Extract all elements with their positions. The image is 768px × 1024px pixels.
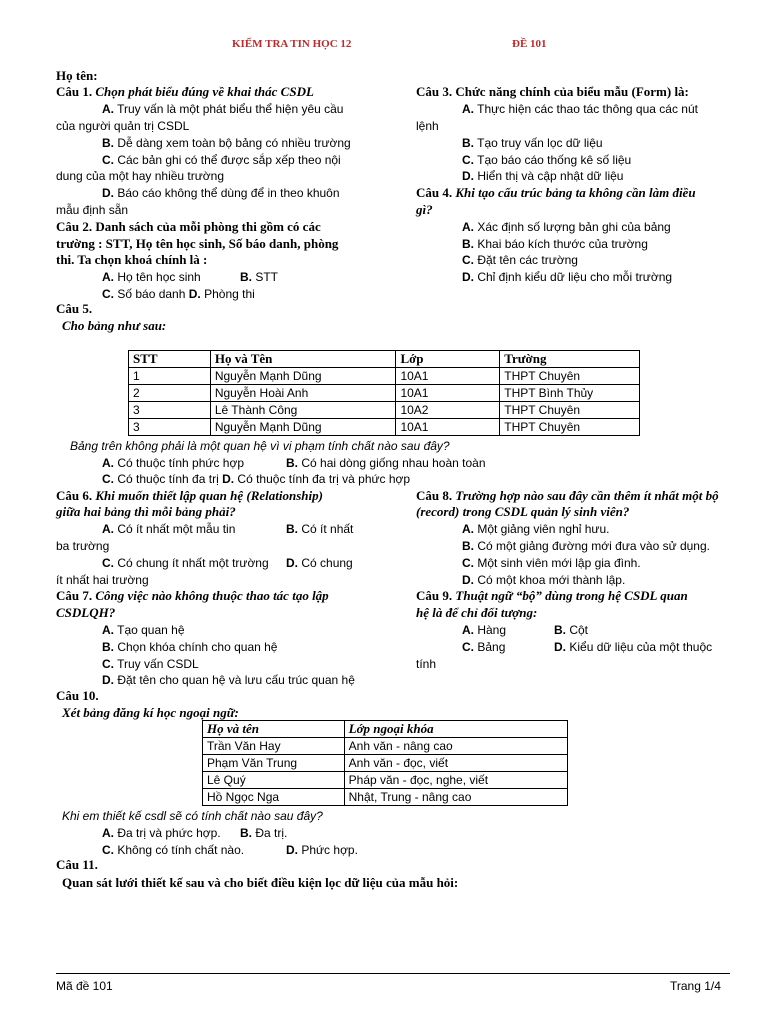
table-cell: 3 [129, 402, 211, 419]
q8-option-c: C. Một sinh viên mới lập gia đình. [462, 556, 641, 570]
table-header-row [129, 351, 640, 368]
footer-exam-code: Mã đề 101 [56, 979, 113, 993]
q1-option-c-cont: dung của một hay nhiều trường [56, 169, 225, 183]
question-8-stem-2: (record) trong CSDL quản lý sinh viên? [416, 504, 630, 519]
q5-option-c-d: C. Có thuộc tính đa trị D. Có thuộc tính đa trị và phức hợp [102, 472, 411, 486]
q5-option-b: B. Có hai dòng giống nhau hoàn toàn [286, 456, 486, 470]
question-9-title: Câu 9. Thuật ngữ “bộ” dùng trong hệ CSDL quan [416, 588, 688, 603]
table-cell: 10A1 [396, 419, 500, 436]
q2-option-a: A. Họ tên học sinh [102, 270, 201, 284]
table-row [203, 789, 568, 806]
table-row [203, 755, 568, 772]
q3-option-a: A. Thực hiện các thao tác thông qua các nút [462, 102, 698, 116]
table-cell: THPT Chuyên [500, 419, 640, 436]
table-cell: Pháp văn - đọc, nghe, viết [344, 772, 567, 789]
q1-option-b: B. Dễ dàng xem toàn bộ bảng có nhiều trường [102, 136, 351, 150]
table-cell: 10A1 [396, 385, 500, 402]
q6-option-b-cont: ba trường [56, 539, 110, 553]
q4-option-d: D. Chỉ định kiểu dữ liệu cho mỗi trường [462, 270, 673, 284]
q9-option-b: B. Cột [554, 623, 589, 637]
q6-option-c: C. Có chung ít nhất một trường [102, 556, 269, 570]
q4-option-b: B. Khai báo kích thước của trường [462, 237, 648, 251]
name-label: Họ tên: [56, 68, 98, 83]
question-2-stem-2: trường : STT, Họ tên học sinh, Số báo danh, phòng [56, 236, 339, 251]
question-8-title: Câu 8. Trường hợp nào sau đây cần thêm ít nhất một bộ [416, 488, 719, 503]
q3-option-c: C. Tạo báo cáo thống kê số liệu [462, 153, 632, 167]
q9-option-d-cont: tính [416, 657, 437, 671]
question-3-title: Câu 3. Chức năng chính của biểu mẫu (Form) là: [416, 84, 689, 99]
table-cell: Anh văn - đọc, viết [344, 755, 567, 772]
question-7-stem-2: CSDLQH? [56, 605, 116, 620]
table-row [129, 385, 640, 402]
table-header-row [203, 721, 568, 738]
table-cell: 10A1 [396, 368, 500, 385]
q1-option-d: D. Báo cáo không thể dùng để in theo khuôn [102, 186, 340, 200]
q3-option-a-cont: lệnh [416, 119, 439, 133]
q9-option-d: D. Kiểu dữ liệu của một thuộc [554, 640, 713, 654]
table-row [129, 419, 640, 436]
footer-page-number: Trang 1/4 [670, 979, 721, 993]
q4-option-a: A. Xác định số lượng bản ghi của bảng [462, 220, 671, 234]
q6-option-d: D. Có chung [286, 556, 353, 570]
table-cell: THPT Chuyên [500, 402, 640, 419]
table-cell: Hồ Ngọc Nga [203, 789, 345, 806]
q7-option-d: D. Đặt tên cho quan hệ và lưu cấu trúc quan hệ [102, 673, 355, 687]
question-1-title: Câu 1. Chọn phát biểu đúng về khai thác CSDL [56, 84, 314, 99]
table-header-cell: Lớp ngoại khóa [344, 721, 567, 738]
table-cell: 2 [129, 385, 211, 402]
q3-option-d: D. Hiển thị và cập nhật dữ liệu [462, 169, 624, 183]
question-7-title: Câu 7. Công việc nào không thuộc thao tác tạo lập [56, 588, 329, 603]
table-cell: 10A2 [396, 402, 500, 419]
question-4-stem-2: gì? [416, 202, 433, 217]
q9-option-c: C. Bảng [462, 640, 506, 654]
table-row [129, 368, 640, 385]
q6-option-a: A. Có ít nhất một mẫu tin [102, 522, 236, 536]
question-4-title: Câu 4. Khi tạo cấu trúc bảng ta không cần làm điều [416, 185, 696, 200]
q2-option-c-d: C. Số báo danh D. Phòng thi [102, 287, 255, 301]
table-cell: THPT Bình Thủy [500, 385, 640, 402]
q10-option-c: C. Không có tính chất nào. [102, 843, 245, 857]
table-cell: Lê Quý [203, 772, 345, 789]
table-row [203, 738, 568, 755]
footer-divider [56, 973, 730, 974]
q8-option-b: B. Có một giảng đường mới đưa vào sử dụng. [462, 539, 710, 553]
table-cell: THPT Chuyên [500, 368, 640, 385]
table-cell: Lê Thành Công [210, 402, 396, 419]
q10-option-a: A. Đa trị và phức hợp. [102, 826, 221, 840]
table-row [203, 772, 568, 789]
table-cell: Nguyễn Mạnh Dũng [210, 368, 396, 385]
table-cell: Anh văn - nâng cao [344, 738, 567, 755]
table-cell: 3 [129, 419, 211, 436]
q8-option-d: D. Có một khoa mới thành lập. [462, 573, 626, 587]
table-header-cell: Họ và Tên [210, 351, 396, 368]
question-11-title: Câu 11. [56, 857, 98, 872]
question-10-question: Khi em thiết kế csdl sẽ có tính chất nào sau đây? [62, 809, 323, 823]
q5-option-a: A. Có thuộc tính phức hợp [102, 456, 244, 470]
question-11-stem: Quan sát lưới thiết kế sau và cho biết điều kiện lọc dữ liệu của mẫu hỏi: [62, 875, 459, 890]
question-5-question: Bảng trên không phải là một quan hệ vì vi phạm tính chất nào sau đây? [70, 439, 450, 453]
q4-option-c: C. Đặt tên các trường [462, 253, 578, 267]
table-row [129, 402, 640, 419]
question-6-title: Câu 6. Khi muốn thiết lập quan hệ (Relationship) [56, 488, 323, 503]
table-cell: Nguyễn Mạnh Dũng [210, 419, 396, 436]
q1-option-a-cont: của người quản trị CSDL [56, 119, 190, 133]
q7-option-c: C. Truy vấn CSDL [102, 657, 199, 671]
table-cell: Nguyễn Hoài Anh [210, 385, 396, 402]
q1-option-c: C. Các bản ghi có thể được sắp xếp theo nội [102, 153, 341, 167]
question-10-intro: Xét bảng đăng kí học ngoại ngữ: [62, 705, 239, 720]
question-9-stem-2: hệ là để chỉ đối tượng: [416, 605, 538, 620]
q1-option-a: A. Truy vấn là một phát biểu thể hiện yêu cầu [102, 102, 344, 116]
q7-option-b: B. Chọn khóa chính cho quan hệ [102, 640, 278, 654]
table-cell: Trần Văn Hay [203, 738, 345, 755]
q6-option-b: B. Có ít nhất [286, 522, 354, 536]
language-class-table [202, 720, 568, 806]
question-5-intro: Cho bảng như sau: [62, 318, 167, 333]
student-table [128, 350, 640, 436]
q3-option-b: B. Tạo truy vấn lọc dữ liệu [462, 136, 603, 150]
q2-option-b: B. STT [240, 270, 279, 284]
table-cell: Nhật, Trung - nâng cao [344, 789, 567, 806]
question-5-title: Câu 5. [56, 301, 93, 316]
table-cell: 1 [129, 368, 211, 385]
q9-option-a: A. Hàng [462, 623, 507, 637]
q10-option-d: D. Phức hợp. [286, 843, 358, 857]
table-header-cell: STT [129, 351, 211, 368]
table-cell: Phạm Văn Trung [203, 755, 345, 772]
question-6-stem-2: giữa hai bảng thì mỗi bảng phải? [56, 504, 236, 519]
q1-option-d-cont: mẫu định sẵn [56, 203, 129, 217]
table-header-cell: Lớp [396, 351, 500, 368]
q10-option-b: B. Đa trị. [240, 826, 288, 840]
question-2-stem-3: thi. Ta chọn khoá chính là : [56, 252, 208, 267]
q8-option-a: A. Một giảng viên nghỉ hưu. [462, 522, 610, 536]
exam-title: KIỂM TRA TIN HỌC 12 [232, 38, 352, 50]
question-2-title: Câu 2. Danh sách của mỗi phòng thi gồm có các [56, 219, 321, 234]
question-10-title: Câu 10. [56, 688, 99, 703]
table-header-cell: Họ và tên [203, 721, 345, 738]
q6-option-d-cont: ít nhất hai trường [56, 573, 149, 587]
exam-code: ĐỀ 101 [512, 38, 547, 50]
q7-option-a: A. Tạo quan hệ [102, 623, 185, 637]
table-header-cell: Trường [500, 351, 640, 368]
